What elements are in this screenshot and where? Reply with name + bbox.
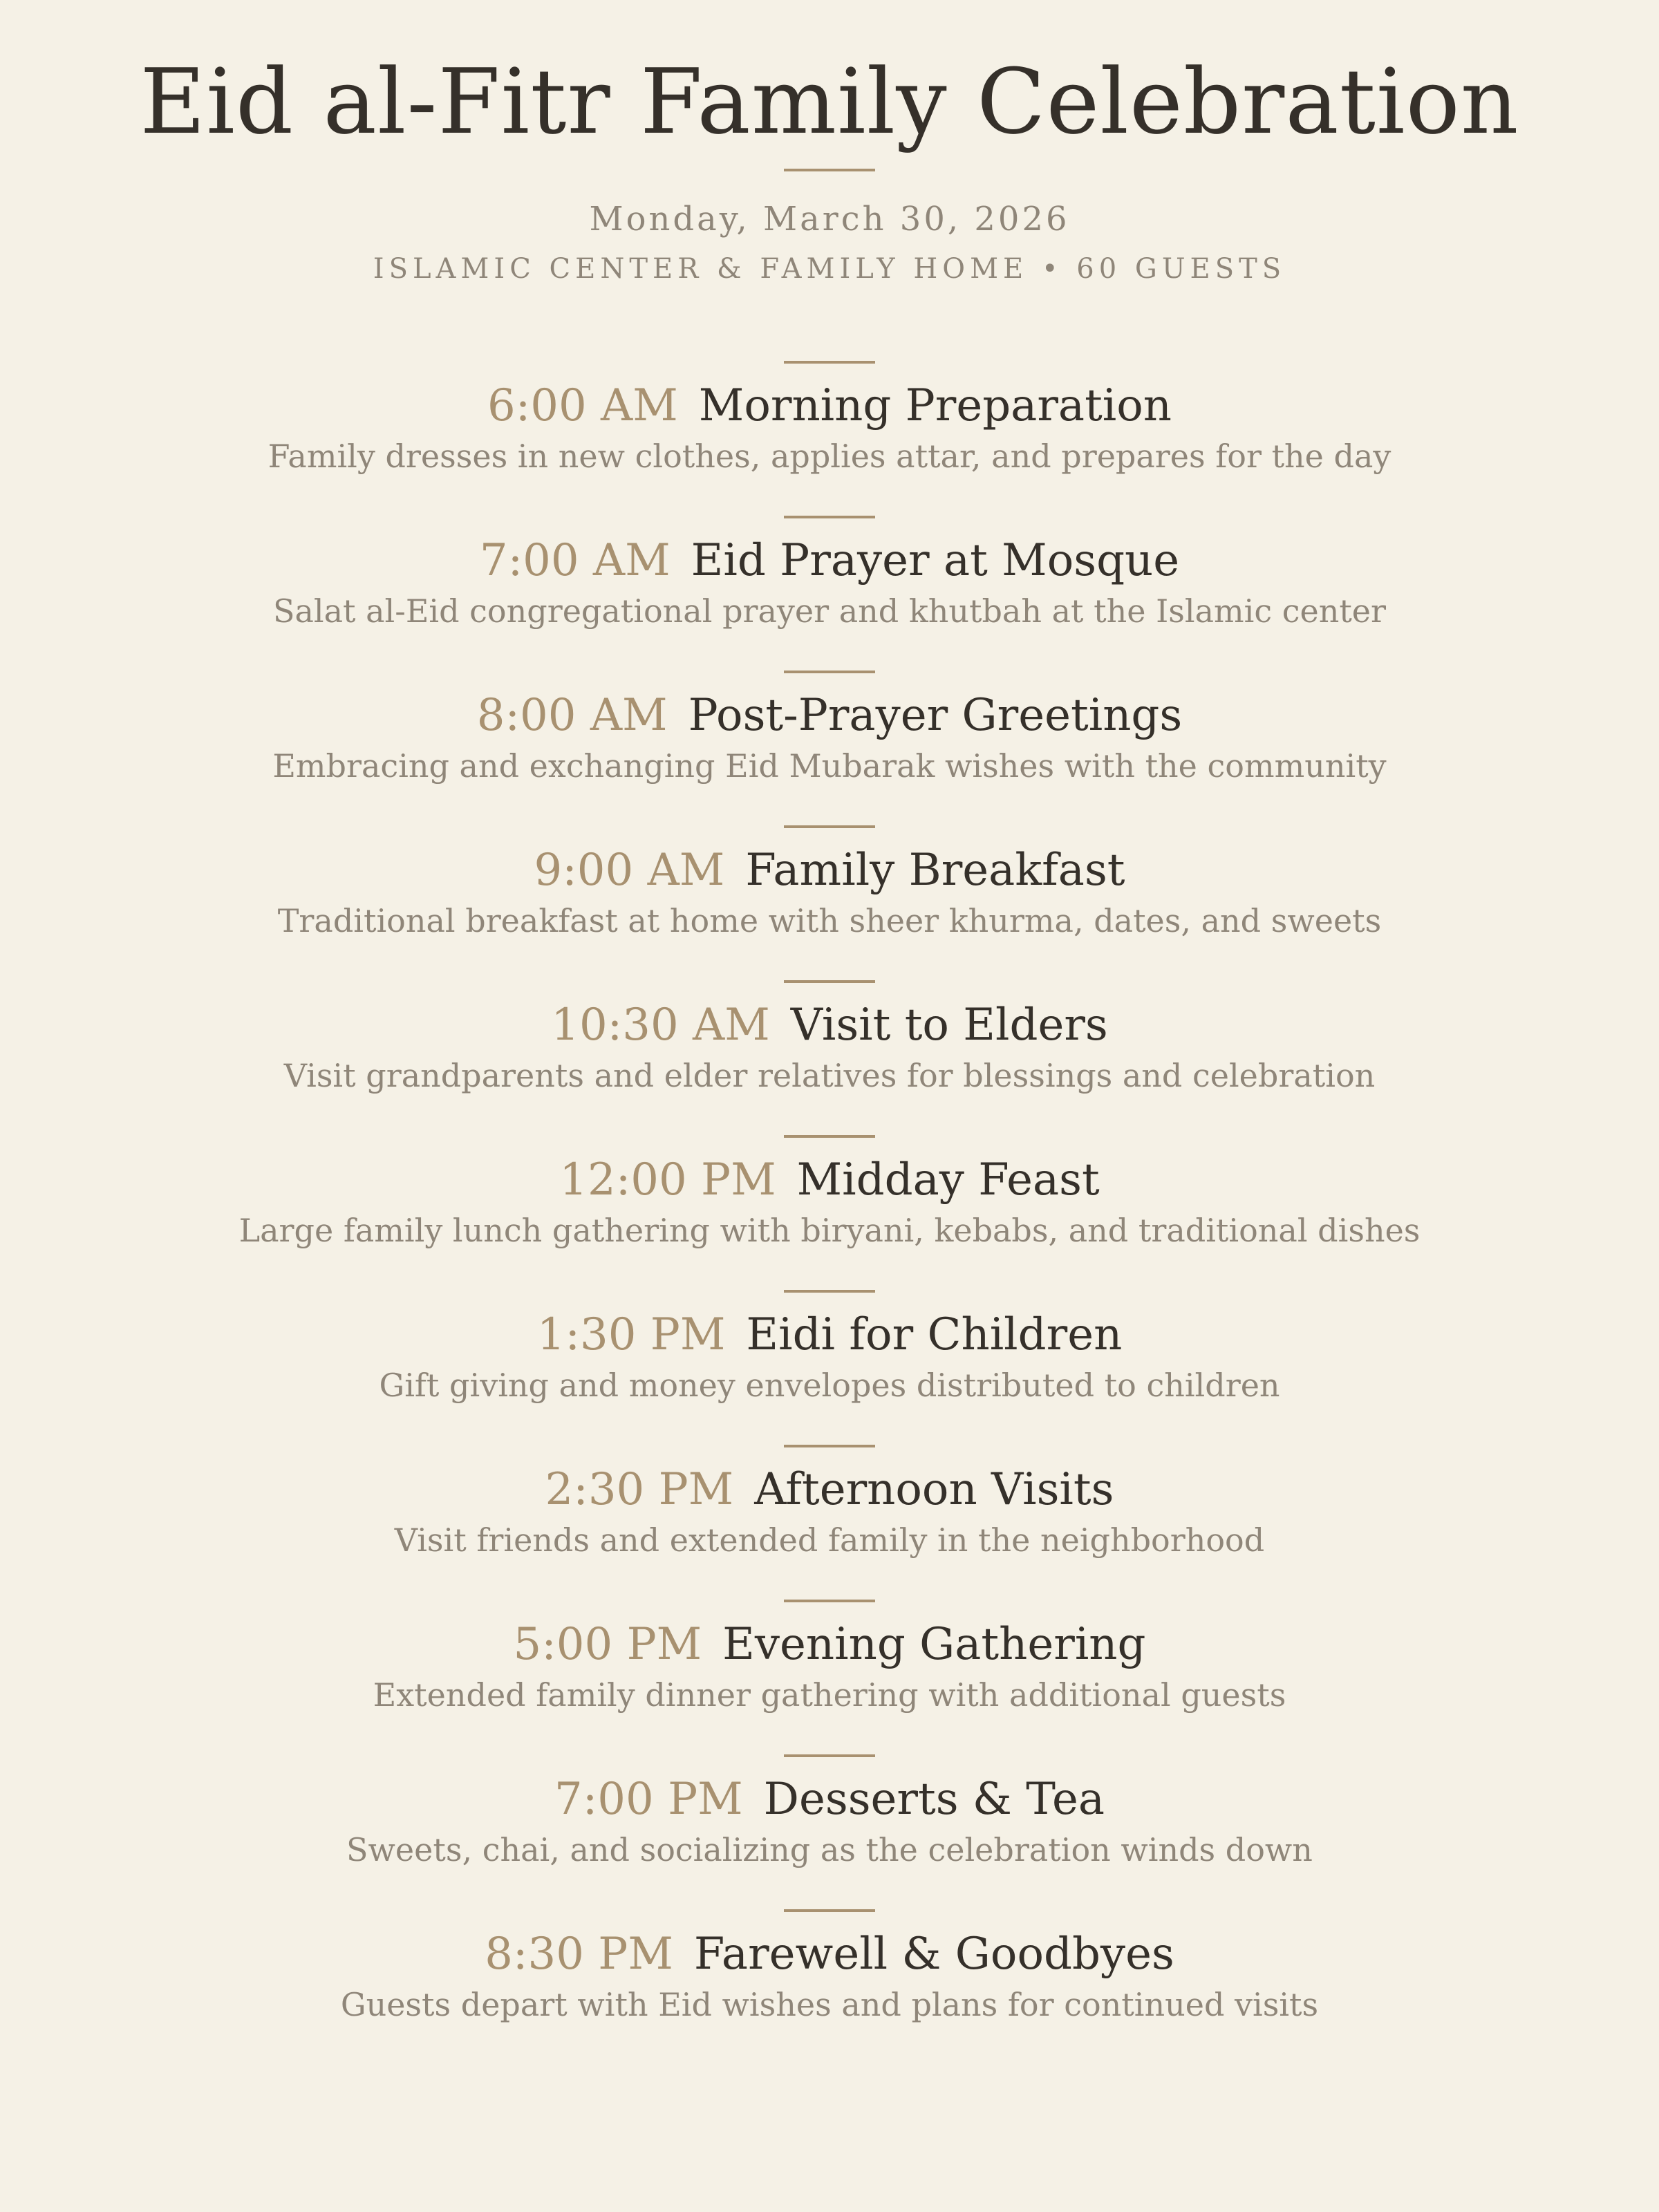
schedule-item <box>0 1754 1659 1909</box>
title-divider <box>784 169 875 171</box>
schedule-item-heading <box>0 376 1659 435</box>
schedule-item-time: 8:00 AM <box>476 690 668 741</box>
schedule-item-description: Sweets, chai, and socializing as the celebration winds down <box>346 1831 1313 1868</box>
schedule-item-heading <box>0 686 1659 745</box>
schedule-item-heading <box>0 1615 1659 1674</box>
schedule-item-time: 9:00 AM <box>534 845 725 896</box>
item-divider <box>784 1135 875 1138</box>
schedule-item <box>0 825 1659 980</box>
schedule-list <box>0 361 1659 2064</box>
schedule-item <box>0 1909 1659 2064</box>
schedule-item-heading <box>0 1460 1659 1519</box>
item-divider <box>784 1754 875 1757</box>
schedule-item-title: Visit to Elders <box>790 1000 1108 1051</box>
schedule-item <box>0 516 1659 671</box>
schedule-item-time: 7:00 AM <box>479 535 671 586</box>
item-divider <box>784 825 875 828</box>
schedule-item <box>0 1445 1659 1600</box>
page-title: Eid al-Fitr Family Celebration <box>140 49 1519 154</box>
schedule-item <box>0 1600 1659 1754</box>
item-divider <box>784 980 875 983</box>
schedule-item-heading <box>0 841 1659 900</box>
schedule-item-time: 10:30 AM <box>551 1000 770 1051</box>
schedule-item-time: 6:00 AM <box>487 380 678 431</box>
schedule-item-title: Family Breakfast <box>745 845 1125 896</box>
schedule-item-heading <box>0 1305 1659 1365</box>
schedule-item-description: Gift giving and money envelopes distributed to children <box>379 1367 1280 1404</box>
schedule-item-title: Afternoon Visits <box>754 1464 1114 1515</box>
schedule-item-time: 12:00 PM <box>559 1154 776 1206</box>
item-divider <box>784 671 875 673</box>
schedule-item-title: Eid Prayer at Mosque <box>691 535 1180 586</box>
schedule-item-heading <box>0 531 1659 590</box>
schedule-item-heading <box>0 1770 1659 1829</box>
schedule-item-time: 8:30 PM <box>485 1929 673 1980</box>
schedule-item-title: Desserts & Tea <box>763 1774 1105 1825</box>
schedule-item-description: Salat al-Eid congregational prayer and khutbah at the Islamic center <box>272 592 1387 630</box>
schedule-item-description: Extended family dinner gathering with additional guests <box>373 1676 1286 1714</box>
item-divider <box>784 1290 875 1293</box>
schedule-item-description: Embracing and exchanging Eid Mubarak wishes with the community <box>272 747 1387 785</box>
schedule-item-heading <box>0 1150 1659 1210</box>
schedule-item <box>0 361 1659 516</box>
schedule-item <box>0 671 1659 825</box>
schedule-item-description: Family dresses in new clothes, applies attar, and prepares for the day <box>268 438 1391 475</box>
schedule-item-time: 1:30 PM <box>536 1309 726 1360</box>
item-divider <box>784 516 875 518</box>
schedule-item <box>0 1290 1659 1445</box>
item-divider <box>784 1909 875 1912</box>
schedule-item-title: Midday Feast <box>796 1154 1100 1206</box>
schedule-item-title: Morning Preparation <box>698 380 1172 431</box>
schedule-item-description: Visit friends and extended family in the neighborhood <box>394 1521 1265 1559</box>
schedule-item-title: Evening Gathering <box>722 1619 1146 1670</box>
schedule-item <box>0 1135 1659 1290</box>
item-divider <box>784 1600 875 1602</box>
schedule-item-description: Visit grandparents and elder relatives for blessings and celebration <box>283 1057 1376 1094</box>
schedule-item-time: 5:00 PM <box>513 1619 702 1670</box>
schedule-item-time: 7:00 PM <box>554 1774 743 1825</box>
event-date: Monday, March 30, 2026 <box>589 200 1070 238</box>
schedule-item-title: Eidi for Children <box>746 1309 1123 1360</box>
item-divider <box>784 361 875 364</box>
schedule-item-description: Traditional breakfast at home with sheer khurma, dates, and sweets <box>277 902 1382 939</box>
event-venue-guests: ISLAMIC CENTER & FAMILY HOME • 60 GUESTS <box>373 253 1286 285</box>
schedule-item-time: 2:30 PM <box>545 1464 734 1515</box>
schedule-item-title: Post-Prayer Greetings <box>688 690 1183 741</box>
schedule-item <box>0 980 1659 1135</box>
schedule-item-description: Large family lunch gathering with biryani, kebabs, and traditional dishes <box>238 1212 1421 1249</box>
schedule-item-title: Farewell & Goodbyes <box>693 1929 1174 1980</box>
item-divider <box>784 1445 875 1447</box>
schedule-item-heading <box>0 1924 1659 1984</box>
schedule-item-heading <box>0 995 1659 1055</box>
schedule-item-description: Guests depart with Eid wishes and plans for continued visits <box>340 1986 1319 2023</box>
